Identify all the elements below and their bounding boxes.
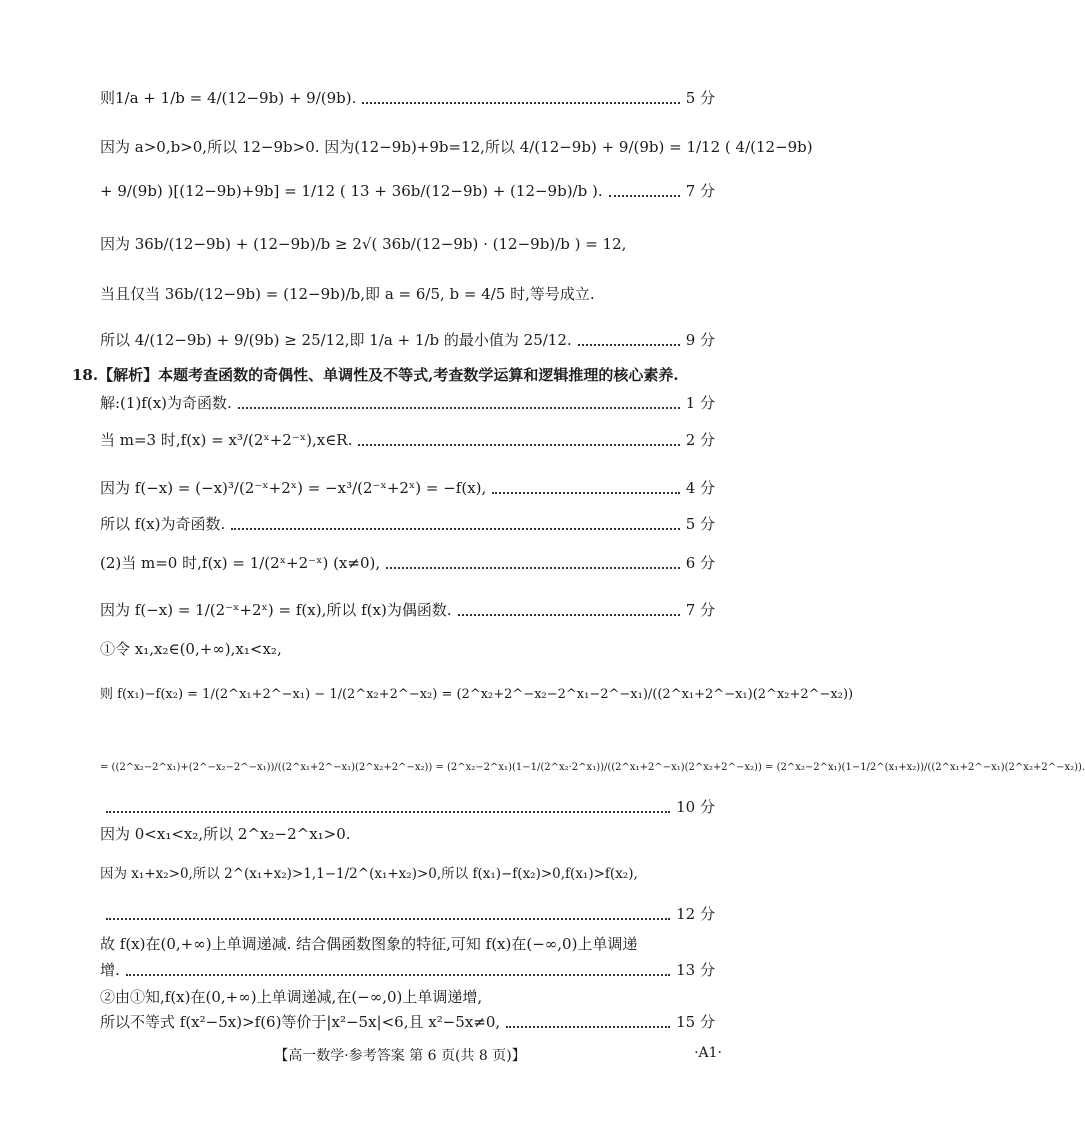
solution-line [100,284,715,304]
solution-line [100,685,854,705]
line-text: 因为 0<x₁<x₂,所以 2^x₂−2^x₁>0. [100,825,351,843]
solution-line [100,393,715,413]
solution-line [100,478,715,498]
score-label: 2 分 [685,431,715,449]
solution-line [100,137,813,157]
score-label: 13 分 [676,961,715,979]
score-label: 4 分 [685,479,715,497]
line-text: 故 f(x)在(0,+∞)上单调递减. 结合偶函数图象的特征,可知 f(x)在(−∞,0)上单调递 [100,935,638,953]
problem-18-heading [72,365,715,385]
line-text: 所以 4/(12−9b) + 9/(9b) ≥ 25/12,即 1/a + 1/b 的最小值为 25/12. [100,331,572,349]
leader-dots [106,810,670,813]
solution-line [100,234,715,254]
score-label: 5 分 [685,515,715,533]
score-label: 6 分 [685,554,715,572]
solution-line [100,430,715,450]
line-text: 当 m=3 时,f(x) = x³/(2ˣ+2⁻ˣ),x∈R. [100,431,353,449]
solution-line [100,514,715,534]
line-text: 因为 f(−x) = (−x)³/(2⁻ˣ+2ˣ) = −x³/(2⁻ˣ+2ˣ) = −f(x), [100,479,487,497]
score-label: 5 分 [685,89,715,107]
line-text: 所以 f(x)为奇函数. [100,515,226,533]
leader-dots [126,973,670,976]
score-label: 10 分 [676,798,715,816]
leader-dots [578,343,680,346]
leader-dots [458,613,680,616]
score-label: 15 分 [676,1013,715,1031]
leader-dots [492,491,679,494]
solution-line [100,553,715,573]
leader-dots [506,1025,670,1028]
leader-dots [358,443,679,446]
line-text: 所以不等式 f(x²−5x)>f(6)等价于|x²−5x|<6,且 x²−5x≠0, [100,1013,501,1031]
line-text: = ((2^x₂−2^x₁)+(2^−x₂−2^−x₁))/((2^x₁+2^−x₁)(2^x₂+2^−x₂)) = (2^x₂−2^x₁)(1−1/(2^x₂·2^x₁))/((2^x₁+2^−x₁)(2^x₂+2^−x₂)) = (2^x₂−2^x₁)(1−1/2^(x₁+x₂))/((2^x₁+2^−x₁)(2^x₂+2^−x₂)). [100,762,1085,773]
leader-dots [362,101,679,104]
score-label: 7 分 [685,182,715,200]
solution-line [100,1012,715,1032]
solution-line [100,758,1085,778]
line-text: 则 f(x₁)−f(x₂) = 1/(2^x₁+2^−x₁) − 1/(2^x₂+2^−x₂) = (2^x₂+2^−x₂−2^x₁−2^−x₁)/((2^x₁+2^−x₁)(2^x₂+2^−x₂)) [100,687,854,702]
solution-line [100,904,715,924]
line-text: 因为 36b/(12−9b) + (12−9b)/b ≥ 2√( 36b/(12−9b) · (12−9b)/b ) = 12, [100,235,627,253]
line-text: 解:(1)f(x)为奇函数. [100,394,232,412]
line-text: ②由①知,f(x)在(0,+∞)上单调递减,在(−∞,0)上单调递增, [100,988,483,1006]
leader-dots [609,194,680,197]
line-text: 当且仅当 36b/(12−9b) = (12−9b)/b,即 a = 6/5, b = 4/5 时,等号成立. [100,285,595,303]
solution-line [100,987,715,1007]
solution-line [100,88,715,108]
solution-line [100,330,715,350]
score-label: 7 分 [685,601,715,619]
leader-dots [106,917,670,920]
leader-dots [386,566,680,569]
solution-line [100,960,715,980]
solution-line [100,797,715,817]
score-label: 9 分 [685,331,715,349]
line-text: + 9/(9b) )[(12−9b)+9b] = 1/12 ( 13 + 36b/(12−9b) + (12−9b)/b ). [100,182,603,200]
line-text: 增. [100,961,120,979]
line-text: 则1/a + 1/b = 4/(12−9b) + 9/(9b). [100,89,357,107]
leader-dots [238,406,680,409]
solution-line [100,934,715,954]
line-text: 18.【解析】本题考查函数的奇偶性、单调性及不等式,考查数学运算和逻辑推理的核心素养. [72,366,679,384]
footer-code: ·A1· [694,1045,722,1061]
line-text: 因为 f(−x) = 1/(2⁻ˣ+2ˣ) = f(x),所以 f(x)为偶函数. [100,601,452,619]
solution-line [100,181,715,201]
solution-line [100,864,715,884]
score-label: 1 分 [685,394,715,412]
line-text: 因为 a>0,b>0,所以 12−9b>0. 因为(12−9b)+9b=12,所以 4/(12−9b) + 9/(9b) = 1/12 ( 4/(12−9b) [100,138,813,156]
footer-page-info: 【高一数学·参考答案 第 6 页(共 8 页)】 [274,1048,526,1064]
score-label: 12 分 [676,905,715,923]
line-text: (2)当 m=0 时,f(x) = 1/(2ˣ+2⁻ˣ) (x≠0), [100,554,381,572]
solution-line [100,639,715,659]
line-text: 因为 x₁+x₂>0,所以 2^(x₁+x₂)>1,1−1/2^(x₁+x₂)>0,所以 f(x₁)−f(x₂)>0,f(x₁)>f(x₂), [100,866,638,882]
leader-dots [231,527,679,530]
solution-line [100,600,715,620]
solution-line [100,824,715,844]
line-text: ①令 x₁,x₂∈(0,+∞),x₁<x₂, [100,640,282,658]
